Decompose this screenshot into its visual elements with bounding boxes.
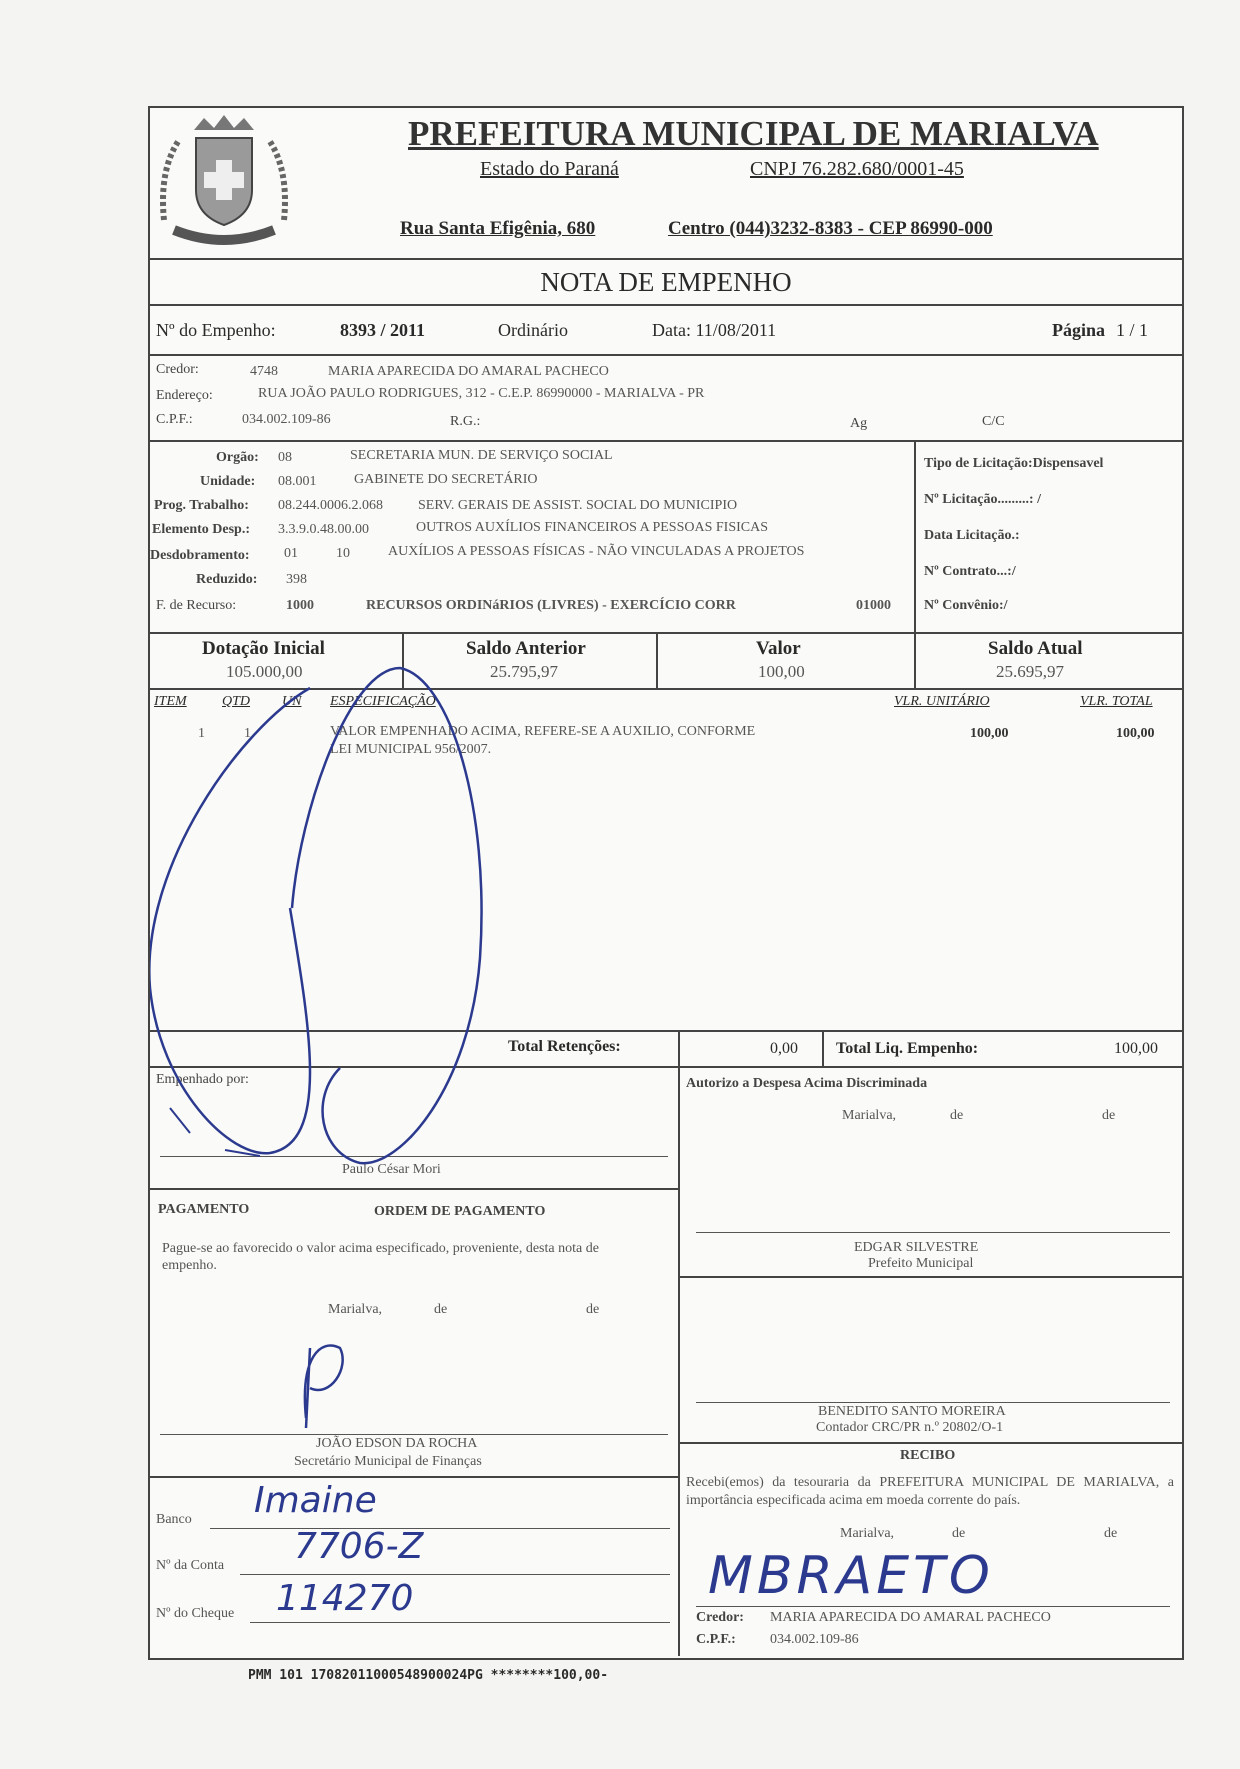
- valor-value: 100,00: [758, 662, 805, 681]
- state-label: Estado do Paraná: [480, 158, 619, 180]
- nota-de-empenho-document: [148, 106, 1184, 1660]
- recibo-credor-nome: MARIA APARECIDA DO AMARAL PACHECO: [770, 1610, 1051, 1625]
- desdobramento-name: AUXÍLIOS A PESSOAS FÍSICAS - NÃO VINCULADAS A PROJETOS: [388, 544, 805, 559]
- page-number: 1 / 1: [1116, 320, 1149, 340]
- desdobramento-code2: 10: [336, 546, 350, 561]
- credor-label: Credor:: [156, 362, 199, 377]
- cheque-line: [250, 1622, 670, 1623]
- doc-title-bar: [150, 260, 1182, 306]
- elemento-name: OUTROS AUXÍLIOS FINANCEIROS A PESSOAS FISICAS: [416, 520, 769, 535]
- orgao-name: SECRETARIA MUN. DE SERVIÇO SOCIAL: [350, 448, 613, 463]
- item-number: 1: [198, 726, 205, 741]
- conta-handwritten: 7706-Z: [294, 1526, 424, 1567]
- secretario-nome: JOÃO EDSON DA ROCHA: [316, 1436, 478, 1451]
- cc-label: C/C: [982, 414, 1005, 429]
- endereco-value: RUA JOÃO PAULO RODRIGUES, 312 - C.E.P. 86990000 - MARIALVA - PR: [258, 386, 705, 401]
- ordem-pagamento-label: ORDEM DE PAGAMENTO: [374, 1204, 546, 1219]
- divider: [150, 1476, 678, 1478]
- item-qtd: 1: [244, 726, 251, 741]
- unidade-name: GABINETE DO SECRETÁRIO: [354, 472, 538, 487]
- saldo-atual-label: Saldo Atual: [988, 638, 1083, 659]
- divider: [678, 1276, 1182, 1278]
- footer-code: PMM 101 17082011000548900024PG ********100,00-: [248, 1668, 609, 1683]
- autorizo-de-2: de: [1102, 1108, 1116, 1123]
- page-label: Página: [1052, 320, 1106, 340]
- col-valor-unitario: VLR. UNITÁRIO: [894, 694, 990, 709]
- cheque-label: Nº do Cheque: [156, 1606, 235, 1621]
- totais-row: [150, 1030, 1182, 1068]
- doc-title: NOTA DE EMPENHO: [540, 267, 792, 297]
- elemento-label: Elemento Desp.:: [152, 522, 250, 537]
- fonte-label: F. de Recurso:: [156, 598, 237, 613]
- col-un: UN: [282, 694, 302, 709]
- recibo-handwritten-signature: MBRAETO: [708, 1546, 994, 1606]
- autorizo-label: Autorizo a Despesa Acima Discriminada: [686, 1076, 928, 1091]
- dotacao-value: 105.000,00: [226, 662, 303, 681]
- prog-code: 08.244.0006.2.068: [278, 498, 383, 513]
- recibo-de-1: de: [952, 1526, 966, 1541]
- pagamento-label: PAGAMENTO: [158, 1202, 250, 1217]
- divider: [402, 634, 404, 688]
- divider: [914, 634, 916, 688]
- coat-of-arms-logo: [154, 110, 294, 250]
- autorizo-de-1: de: [950, 1108, 964, 1123]
- header-section: [150, 108, 1182, 260]
- recibo-texto: Recebi(emos) da tesouraria da PREFEITURA MUNICIPAL DE MARIALVA, a importância especificada acima em moeda corrente do país.: [686, 1475, 1174, 1508]
- saldo-anterior-value: 25.795,97: [490, 662, 558, 681]
- endereco-label: Endereço:: [156, 388, 213, 403]
- saldo-anterior-label: Saldo Anterior: [466, 638, 586, 659]
- saldo-atual-value: 25.695,97: [996, 662, 1064, 681]
- divider: [914, 442, 916, 632]
- divider: [822, 1032, 824, 1066]
- recibo-marialva: Marialva,: [840, 1526, 895, 1541]
- divider: [678, 1032, 680, 1066]
- pagamento-de-1: de: [434, 1302, 448, 1317]
- saldos-row: [150, 634, 1182, 690]
- total-retencoes-value: 0,00: [770, 1040, 798, 1057]
- item-description-line2: LEI MUNICIPAL 956/2007.: [330, 742, 492, 757]
- total-liquido-label: Total Liq. Empenho:: [836, 1040, 979, 1057]
- numero-contrato: Nº Contrato...:/: [924, 564, 1016, 579]
- orcamento-section: [150, 442, 1182, 634]
- signature-line: [160, 1434, 668, 1435]
- recibo-cpf-label: C.P.F.:: [696, 1632, 736, 1647]
- divider: [678, 1442, 1182, 1444]
- valor-label: Valor: [756, 638, 801, 659]
- rg-label: R.G.:: [450, 414, 481, 429]
- empenho-type: Ordinário: [498, 320, 568, 340]
- numero-convenio: Nº Convênio:/: [924, 598, 1008, 613]
- divider: [150, 1188, 678, 1190]
- orgao-code: 08: [278, 450, 292, 465]
- unidade-code: 08.001: [278, 474, 317, 489]
- center-divider: [678, 1066, 680, 1656]
- prog-label: Prog. Trabalho:: [154, 498, 249, 513]
- prefeitura-title: PREFEITURA MUNICIPAL DE MARIALVA: [408, 114, 1099, 153]
- items-table: [150, 690, 1182, 1032]
- col-especificacao: ESPECIFICAÇÃO: [330, 694, 436, 709]
- signature-line: [696, 1232, 1170, 1233]
- credor-name: MARIA APARECIDA DO AMARAL PACHECO: [328, 364, 609, 379]
- cnpj-label: CNPJ 76.282.680/0001-45: [750, 158, 964, 180]
- empenho-number: 8393 / 2011: [340, 320, 426, 340]
- desdobramento-code: 01: [284, 546, 298, 561]
- item-valor-unitario: 100,00: [970, 726, 1009, 741]
- prefeito-nome: EDGAR SILVESTRE: [854, 1240, 979, 1255]
- cpf-value: 034.002.109-86: [242, 412, 331, 427]
- signature-line: [696, 1606, 1170, 1607]
- pague-texto: Pague-se ao favorecido o valor acima especificado, proveniente, desta nota de empenho.: [162, 1241, 599, 1273]
- dotacao-label: Dotação Inicial: [202, 638, 325, 659]
- cheque-handwritten: 114270: [276, 1578, 414, 1619]
- divider: [656, 634, 658, 688]
- district-phone-label: Centro (044)3232-8383 - CEP 86990-000: [668, 218, 993, 239]
- total-retencoes-label: Total Retenções:: [508, 1038, 621, 1055]
- fonte-code2: 01000: [856, 598, 891, 613]
- tipo-licitacao: Tipo de Licitação:Dispensavel: [924, 456, 1104, 471]
- recibo-label: RECIBO: [900, 1448, 956, 1463]
- orgao-label: Orgão:: [216, 450, 259, 465]
- address-label: Rua Santa Efigênia, 680: [400, 218, 596, 239]
- empenho-row: [150, 306, 1182, 356]
- empenhado-por-label: Empenhado por:: [156, 1072, 249, 1087]
- signature-line: [160, 1156, 668, 1157]
- banco-label: Banco: [156, 1512, 192, 1527]
- col-qtd: QTD: [222, 694, 251, 709]
- pagamento-marialva: Marialva,: [328, 1302, 383, 1317]
- cpf-label: C.P.F.:: [156, 412, 193, 427]
- col-valor-total: VLR. TOTAL: [1080, 694, 1153, 709]
- secretario-cargo: Secretário Municipal de Finanças: [294, 1454, 482, 1469]
- fonte-name: RECURSOS ORDINáRIOS (LIVRES) - EXERCÍCIO CORR: [366, 598, 736, 613]
- signature-line: [696, 1402, 1170, 1403]
- empenhado-nome: Paulo César Mori: [342, 1162, 441, 1177]
- prog-name: SERV. GERAIS DE ASSIST. SOCIAL DO MUNICIPIO: [418, 498, 738, 513]
- conta-label: Nº da Conta: [156, 1558, 225, 1573]
- credor-section: [150, 356, 1182, 442]
- credor-code: 4748: [250, 364, 278, 379]
- data-licitacao: Data Licitação.:: [924, 528, 1020, 543]
- item-description-line1: VALOR EMPENHADO ACIMA, REFERE-SE A AUXILIO, CONFORME: [330, 724, 756, 739]
- numero-licitacao: Nº Licitação.........: /: [924, 492, 1041, 507]
- reduzido-label: Reduzido:: [196, 572, 258, 587]
- total-liquido-value: 100,00: [1114, 1040, 1158, 1057]
- ag-label: Ag: [850, 416, 868, 431]
- conta-line: [240, 1574, 670, 1575]
- fonte-code: 1000: [286, 598, 314, 613]
- pagamento-de-2: de: [586, 1302, 600, 1317]
- contador-nome: BENEDITO SANTO MOREIRA: [818, 1404, 1006, 1419]
- autorizo-marialva: Marialva,: [842, 1108, 897, 1123]
- empenho-number-label: Nº do Empenho:: [156, 320, 276, 340]
- empenho-date: Data: 11/08/2011: [652, 320, 777, 340]
- prefeito-cargo: Prefeito Municipal: [868, 1256, 974, 1271]
- item-valor-total: 100,00: [1116, 726, 1155, 741]
- contador-cargo: Contador CRC/PR n.º 20802/O-1: [816, 1420, 1004, 1435]
- recibo-credor-label: Credor:: [696, 1610, 744, 1625]
- elemento-code: 3.3.9.0.48.00.00: [278, 522, 369, 537]
- col-item: ITEM: [154, 694, 187, 709]
- unidade-label: Unidade:: [200, 474, 256, 489]
- recibo-cpf: 034.002.109-86: [770, 1632, 859, 1647]
- banco-handwritten: Imaine: [254, 1480, 377, 1521]
- reduzido-value: 398: [286, 572, 307, 587]
- recibo-de-2: de: [1104, 1526, 1118, 1541]
- desdobramento-label: Desdobramento:: [150, 548, 250, 563]
- banco-line: [210, 1528, 670, 1529]
